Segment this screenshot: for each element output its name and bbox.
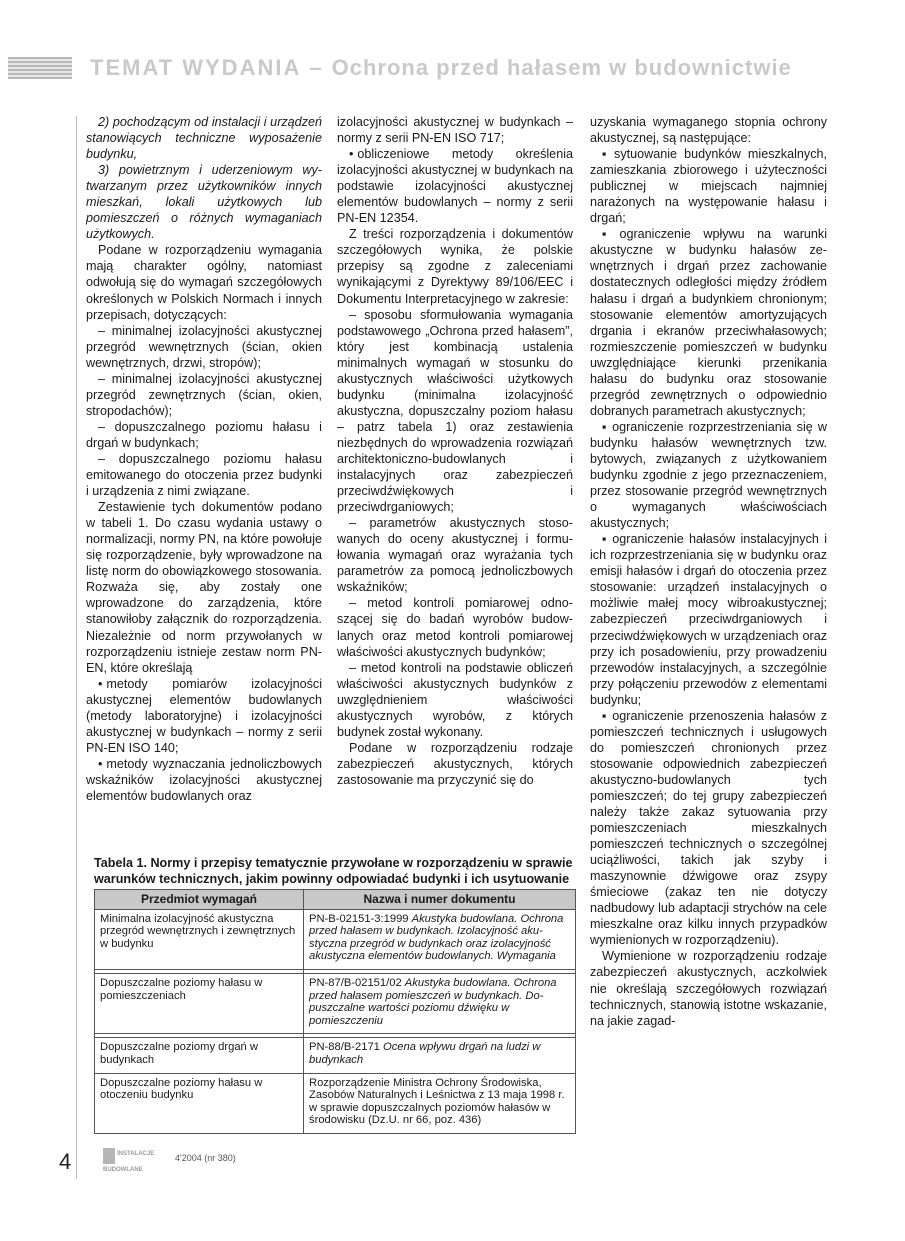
header-separator: –	[309, 55, 324, 80]
square-bullet-icon	[602, 420, 612, 434]
table-cell-subject: Dopuszczalne poziomy hałasu w otoczeniu budynku	[95, 1073, 304, 1133]
list-item: – dopuszczalnego poziomu hałasu emitowanego do otoczenia przez budynki i urządzenia z nimi związane.	[86, 451, 322, 499]
square-bullet-icon	[602, 532, 612, 546]
paragraph: 2) pochodzącym od instalacji i urządzeń stanowiących techniczne wyposażenie budynku,	[86, 115, 322, 162]
section-subtitle: Ochrona przed hałasem w budownictwie	[331, 55, 792, 80]
table-cell-document: PN-B-02151-3:1999 Akustyka budowlana. Ochrona przed hałasem w budynkach. Izolacyjność akustyczna przegród w budynkach oraz izolacyjność akustyczna elementów budowlanych. Wymagania	[304, 909, 576, 969]
list-item: – sposobu sformułowania wymagania podstawowego „Ochrona przed hałasem”, który jest kombinacją ustalenia minimalnych wymagań w stosunku do akustycznych właściwości użytkowych budynku (minimalna izolacyjność akustyczna, dopuszczalny poziom hałasu – patrz tabela 1) oraz zestawienia niezbędnych do wprowadzenia rozwiązań architektoniczno-budowlanych i instalacyjnych oraz zabezpieczeń przeciwdźwiękowych i przeciwdrganiowych;	[337, 307, 573, 515]
list-item: – minimalnej izolacyjności akustycznej przegród zewnętrznych (ścian, okien, stropodachów);	[86, 371, 322, 418]
bullet-item: • metody pomiarów izolacyjności akustycznej elementów budowlanych (metody laboratoryjne) i izolacyjności akustycznej w budynkach – normy z serii PN-EN ISO 140;	[86, 676, 322, 756]
table-cell-document: PN-88/B-2171 Ocena wpływu drgań na ludzi w budynkach	[304, 1038, 576, 1073]
section-title: TEMAT WYDANIA	[90, 55, 302, 80]
table-cell-document: Rozporządzenie Ministra Ochrony Środowiska, Zasobów Naturalnych i Leśnictwa z 13 maja 1998 r. w sprawie dopuszczalnych poziomów hałasów w środowisku (Dz.U. nr 66, poz. 436)	[304, 1073, 576, 1133]
table-row	[95, 909, 576, 969]
table-caption: Tabela 1. Normy i przepisy tematycznie przywołane w rozporządzeniu w sprawie warunków technicznych, jakim powinny odpowiadać budynki i ich usytuowanie	[94, 856, 573, 886]
square-bullet-icon	[602, 709, 612, 723]
bullet-item: ▪ ograniczenie wpływu na warunki akustyczne w budynku hałasów zewnętrznych i drgań przez zachowanie dostatecznych odległości między źródłem hałasu i drgań a budynkiem chronionym; stosowanie elementów amortyzujących drgania i ekranów przeciwhałasowych; rozmieszczenie pomieszczeń w budynku uwzględniające kierunki przenikania hałasu do budynku oraz stosowanie przegród zewnętrznych o odpowiednio dobranych parametrach akustycznych;	[590, 226, 827, 419]
column-header: Przedmiot wymagań	[95, 890, 304, 910]
bullet-item: ▪ ograniczenie przenoszenia hałasów z pomieszczeń technicznych i usługowych do pomieszczeń chronionych przez stosowanie odpowiednich zabezpieczeń akustyczno-budowlanych tych pomieszczeń; do tej grupy zabezpieczeń należy także zakaz sytuowania przy pomieszczeniach mieszkalnych pomieszczeń technicznych o szczególnej uciążliwości, takich jak szyby i maszynownie dźwigowe oraz zsypy śmieciowe (zakaz ten nie dotyczy nadbudowy lub adaptacji strychów na cele mieszkalne oraz kilku innych przypadków wymienionych w rozporządzeniu).	[590, 708, 827, 949]
table-cell-subject: Minimalna izolacyjność akustyczna przegród wewnętrznych i zewnętrznych w budynku	[95, 909, 304, 969]
paragraph: Podane w rozporządzeniu rodzaje zabezpieczeń akustycznych, których zastosowanie ma przyczynić się do	[337, 740, 573, 787]
square-bullet-icon	[602, 227, 619, 241]
text-column-3	[590, 114, 827, 1029]
paragraph: Z treści rozporządzenia i dokumentów szczegółowych wynika, że polskie przepisy są zgodne z zaleceniami wynikającymi z Dyrektywy 89/106/EEC i Dokumentu Interpretacyjnego w zakresie:	[337, 227, 573, 306]
bullet-item: ▪ ograniczenie hałasów instalacyjnych i ich rozprzestrzeniania się w budynku oraz emisji hałasów i drgań do otoczenia przez stosowanie: urządzeń instalacyjnych o możliwie małej mocy wibroakustycznej; zabezpieczeń przeciwdrganiowych i przeciwdźwiękowych w urządzeniach oraz przy ich posadowieniu, przy prowadzeniu przewodów instalacyjnych, a szczególnie przy połączeniu przewodów z elementami budynku;	[590, 531, 827, 708]
bullet-item: • metody wyznaczania jednoliczbowych wskaźników izolacyjności akustycznej elementów budowlanych oraz	[86, 756, 322, 804]
table-row	[95, 973, 576, 1033]
bullet-item: ▪ ograniczenie rozprzestrzeniania się w budynku hałasów wewnętrznych tzw. bytowych, związanych z użytkowaniem budynku zgodnie z jego przeznaczeniem, przez stosowanie przegród wewnętrznych o wymaganych właściwościach akustycznych;	[590, 419, 827, 531]
bullet-item: ▪ sytuowanie budynków mieszkalnych, zamieszkania zbiorowego i użyteczności publicznej w miejscach najmniej narażonych na występowanie hałasu i drgań;	[590, 146, 827, 226]
list-item: – minimalnej izolacyjności akustycznej przegród wewnętrznych (ścian, okien wewnętrznych, drzwi, stropów);	[86, 323, 322, 370]
page-header	[90, 55, 895, 81]
text-column-2	[337, 114, 573, 788]
paragraph: Wymienione w rozporządzeniu rodzaje zabezpieczeń akustycznych, aczkolwiek nie określają szczegółowych rozwiązań technicznych, stanowią istotne wskazanie, na jakie zagad-	[590, 949, 827, 1028]
magazine-logo: INSTALACJE BUDOWLANE	[103, 1148, 171, 1166]
paragraph: 3) powietrznym i uderzeniowym wytwarzanym przez użytkowników innych mieszkań, lokali użytkowych lub pomieszczeń o różnych wymaganiach użytkowych.	[86, 163, 322, 242]
table-cell-subject: Dopuszczalne poziomy hałasu w pomieszczeniach	[95, 973, 304, 1033]
paragraph: uzyskania wymaganego stopnia ochrony akustycznej, są następujące:	[590, 115, 827, 146]
issue-number: 4'2004 (nr 380)	[175, 1153, 236, 1163]
square-bullet-icon	[602, 147, 614, 161]
column-rule	[76, 116, 77, 1179]
column-header: Nazwa i numer dokumentu	[304, 890, 576, 910]
standards-table	[94, 889, 576, 1134]
table-row	[95, 1038, 576, 1073]
text-column-1	[86, 114, 322, 804]
paragraph: Zestawienie tych dokumentów podano w tabeli 1. Do czasu wydania ustawy o normalizacji, normy PN, na które powołuje się rozporządzenie, były wprowadzone na listę norm do obowiązkowego stosowania. Rozważa się, aby zostały one wprowadzone do zarządzenia, które stanowiłoby załącznik do rozporządzenia. Niezależnie od norm przywołanych w rozporządzeniu istnieje zestaw norm PN-EN, które określają	[86, 500, 322, 675]
list-item: – parametrów akustycznych stosowanych do oceny akustycznej i formułowania wymagań oraz wyrażania tych parametrów za pomocą jednoliczbowych wskaźników;	[337, 516, 573, 595]
list-item: – metod kontroli pomiarowej odnoszącej się do badań wyrobów budowlanych oraz metod kontroli pomiarowej właściwości akustycznych budynków;	[337, 596, 573, 659]
page-number: 4	[59, 1149, 72, 1174]
bullet-item: • obliczeniowe metody określenia izolacyjności akustycznej w budynkach na podstawie izolacyjności akustycznej elementów budowlanych – normy z serii PN-EN 12354.	[337, 146, 573, 226]
header-stripe-decoration	[8, 57, 72, 79]
paragraph: Podane w rozporządzeniu wymagania mają charakter ogólny, natomiast odwołują się do wymagań szczegółowych określonych w Polskich Normach i innych przepisach, dotyczących:	[86, 243, 322, 322]
table-row	[95, 1073, 576, 1133]
list-item: – dopuszczalnego poziomu hałasu i drgań w budynkach;	[86, 419, 322, 450]
paragraph: izolacyjności akustycznej w budynkach – normy z serii PN-EN ISO 717;	[337, 115, 573, 146]
logo-mark-icon	[103, 1148, 115, 1164]
list-item: – metod kontroli na podstawie obliczeń właściwości akustycznych budynków z uwzględnieniem właściwości akustycznych wyrobów, z których budynek został wykonany.	[337, 660, 573, 739]
table-header-row	[95, 890, 576, 910]
table-cell-subject: Dopuszczalne poziomy drgań w budynkach	[95, 1038, 304, 1073]
table-cell-document: PN-87/B-02151/02 Akustyka budowlana. Ochrona przed hałasem pomieszczeń w budynkach. Dopuszczalne wartości poziomu dźwięku w pomieszczeniu	[304, 973, 576, 1033]
